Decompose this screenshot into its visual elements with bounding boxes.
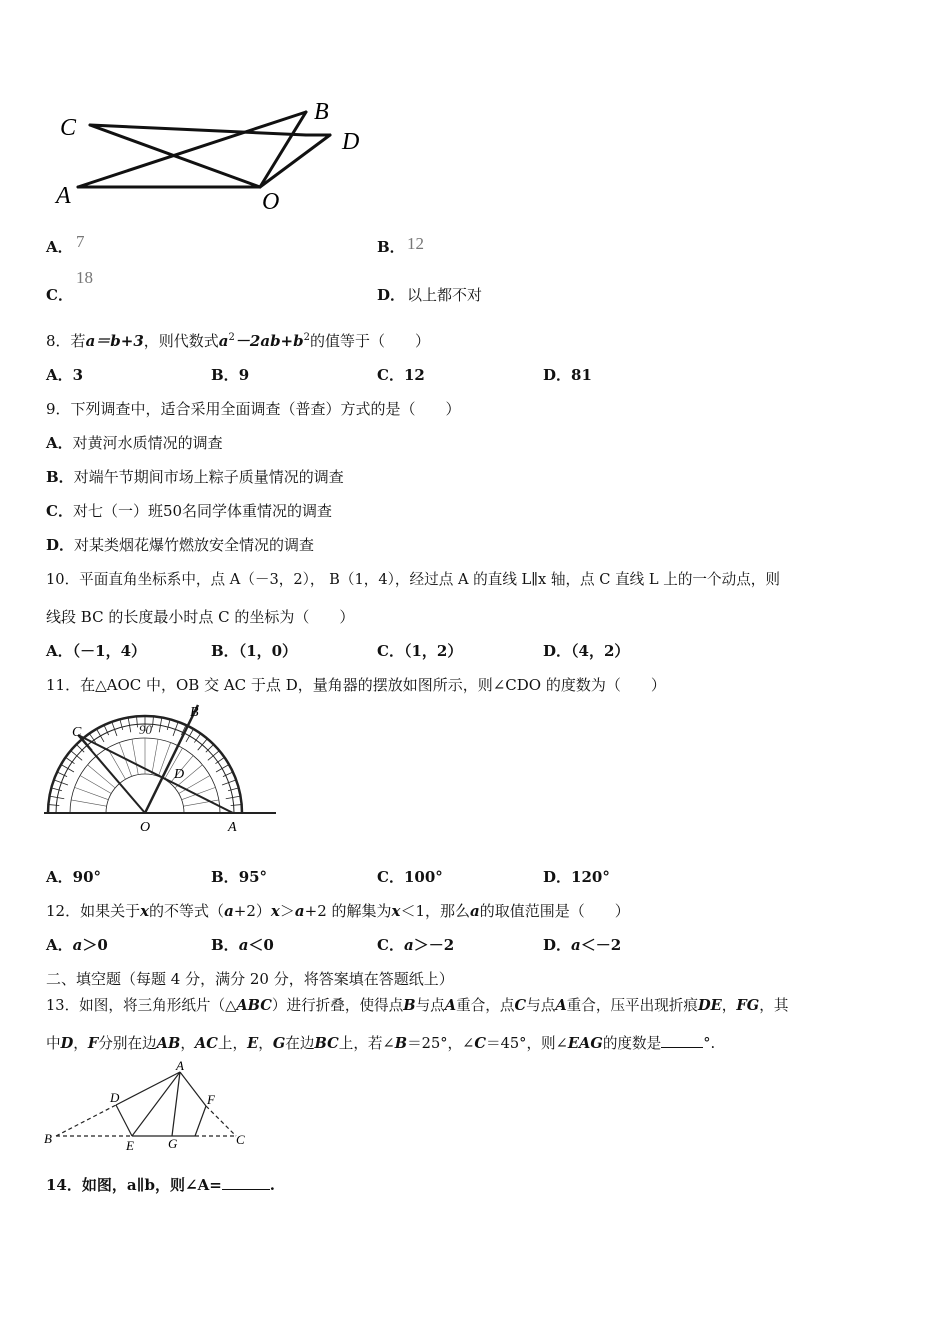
q7-label-b: B [314,99,329,125]
protractor-tick [120,719,123,730]
q11-option-c: C．100° [377,868,443,886]
q8-option-a: A．3 [46,366,84,384]
q9-option-d: D．对某类烟花爆竹燃放安全情况的调查 [46,536,315,554]
protractor-ray [152,739,158,774]
q7-option-d-letter: D． [377,286,406,304]
q9-option-c: C．对七（一）班50名同学体重情况的调查 [46,502,333,520]
q7-option-c-letter: C． [46,286,73,304]
q11-option-d: D．120° [543,868,610,886]
q13-label-a: A [176,1058,184,1073]
q11-option-b: B．95° [211,868,268,886]
q7-line-od [260,135,330,187]
q13-triangle-figure [40,1058,260,1153]
q9-option-b: B．对端午节期间市场上粽子质量情况的调查 [46,468,344,486]
protractor-tick [167,719,170,730]
q10-option-b: B．（1，0） [211,642,298,660]
q8-option-b: B．9 [211,366,250,384]
protractor-tick [76,744,84,752]
protractor-ray [132,739,138,774]
protractor-tick [228,788,239,791]
protractor-ray [71,800,106,806]
protractor-tick [206,744,214,752]
q13-line-fg [195,1106,206,1136]
protractor-tick [231,805,242,806]
q13-label-f: F [207,1092,215,1107]
protractor-tick [152,716,153,727]
q13-label-g: G [168,1136,178,1151]
q7-option-a-letter: A． [46,238,73,256]
q7-figure [48,95,378,220]
q13-dash-fc [206,1106,236,1136]
q11-label-c: C [72,725,82,740]
q7-label-c: C [60,115,77,141]
q12-stem: 12．如果关于x的不等式（a+2）x＞a+2 的解集为x＜1，那么a的取值范围是（ ） [46,902,630,920]
q11-protractor-rays [71,738,219,806]
q10-option-c: C．（1，2） [377,642,463,660]
q13-stem-line1: 13．如图，将三角形纸片（△ABC）进行折叠，使得点B与点A重合，点C与点A重合，压平出现折痕DE，FG，其 [46,997,789,1014]
q11-label-o: O [140,820,151,835]
q7-label-d: D [342,129,360,155]
protractor-tick [97,729,105,742]
protractor-tick [186,729,194,742]
q7-line-ob [260,112,306,187]
q8-option-d: D．81 [543,366,592,384]
q7-option-b-letter: B． [377,238,405,256]
protractor-ray [88,765,116,788]
q13-answer-blank[interactable] [661,1033,703,1048]
q13-stem-line2: 中D，F分别在边AB，AC上，E，G在边BC上，若∠B＝25°，∠C＝45°，则∠EAG的度数是 °. [46,1035,716,1052]
q13-dash-bd [56,1105,116,1136]
q7-option-c-text: 18 [76,268,93,287]
q10-stem-line2: 线段 BC 的长度最小时点 C 的坐标为（ ） [46,608,355,626]
q7-option-b-text: 12 [407,234,424,253]
q8-stem: 8．若a＝b+3，则代数式$a^2-2ab+b^2$的值等于（ ） [46,332,430,350]
q7-line-ab [78,112,306,187]
q9-stem: 9．下列调查中，适合采用全面调查（普查）方式的是（ ） [46,400,461,418]
q10-option-a: A．（－1，4） [46,642,147,660]
q11-stem: 11．在△AOC 中，OB 交 AC 于点 D，量角器的摆放如图所示，则∠CDO 的度数为（ ） [46,676,666,694]
q14-stem: 14．如图，a∥b，则∠A= . [46,1176,276,1194]
protractor-tick [137,716,138,727]
q8-option-c: C．12 [377,366,425,384]
q13-label-c: C [236,1132,245,1147]
q7-label-o: O [262,189,280,215]
q11-line-oc [78,735,145,813]
q13-label-e: E [126,1138,134,1153]
q11-label-a: A [228,820,237,835]
q7-label-a: A [56,183,71,209]
q12-option-a: A．a＞0 [46,936,108,954]
q11-option-a: A．90° [46,868,102,886]
q10-option-d: D．（4，2） [543,642,630,660]
section2-heading: 二、填空题（每题 4 分，满分 20 分，将答案填在答题纸上） [46,970,454,988]
q13-line-da [116,1072,180,1105]
q11-label-b: B [190,705,199,720]
q7-option-d-text: 以上都不对 [407,286,483,304]
q12-option-c: C．a＞－2 [377,936,455,954]
q11-line-ca [78,735,233,813]
q14-answer-blank[interactable] [222,1175,270,1190]
q13-line-de [116,1105,132,1136]
q12-option-b: B．a＜0 [211,936,274,954]
q11-label-d: D [174,767,185,782]
q13-label-b: B [44,1131,52,1146]
q7-line-cd [90,125,306,135]
protractor-tick [51,788,62,791]
protractor-tick [216,765,229,773]
q10-stem-line1: 10．平面直角坐标系中，点 A（－3，2）， B（1，4），经过点 A 的直线 L∥x 轴，点 C 直线 L 上的一个动点，则 [46,571,780,588]
q9-option-a: A．对黄河水质情况的调查 [46,434,223,452]
q7-option-a-text: 7 [76,232,85,251]
q13-label-d: D [110,1090,120,1105]
protractor-tick [48,805,59,806]
protractor-tick [61,765,74,773]
q13-line-af [180,1072,206,1106]
q12-option-d: D．a＜－2 [543,936,622,954]
q11-mark-90: 90 [139,722,152,737]
q11-protractor-figure [40,700,280,840]
